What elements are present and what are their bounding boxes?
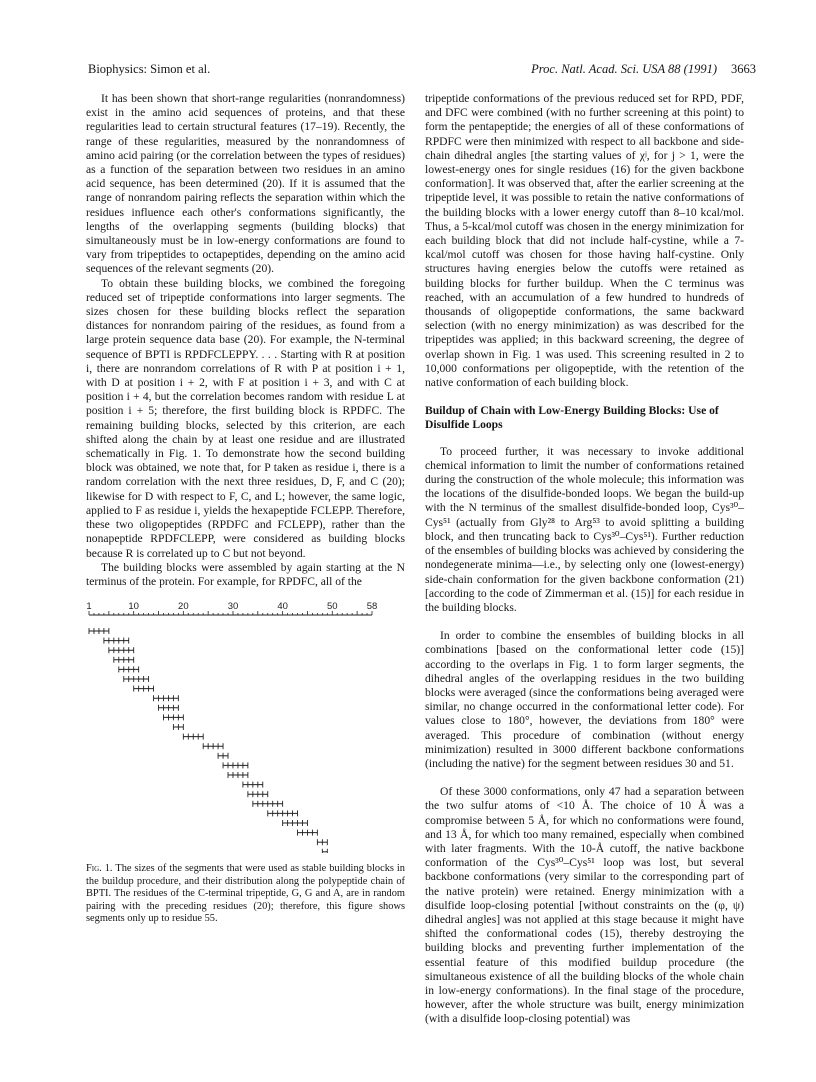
paragraph: To proceed further, it was necessary to invoke additional chemical information to limit the number of conformations retained during the construction of the whole molecule; this information was the locations of the disulfide-bonded loops. We began the build-up with the N terminus of the smallest disulfide-bonded loop, Cys³⁰–Cys⁵¹ (actually from Gly²⁸ to Arg⁵³ to avoid splitting a building block, and then truncating back to Cys³⁰–Cys⁵¹). Further reduction of the ensembles of building blocks was achieved by considering the nondegenerate minima—i.e., by selecting only one (lowest-energy) side-chain conformation for the given backbone conformation (21) [according to the code of Zimmerman et al. (15)] for each residue in the building blocks. — [425, 444, 744, 614]
tick-label: 1 — [86, 601, 92, 613]
figure-1 — [86, 601, 405, 926]
left-column — [86, 92, 405, 926]
tick-label: 40 — [277, 601, 288, 613]
paragraph: tripeptide conformations of the previous reduced set for RPD, PDF, and DFC were combined (with no further screening at this point) to form the pentapeptide; the energies of all of these conformations of RPDFC were then minimized with respect to all backbone and side-chain dihedral angles [the starting values of χʲ, for j > 1, were the lowest-energy ones for single residues (16) for the given backbone conformation]. It was observed that, after the earlier screening at the tripeptide level, it was possible to retain the native conformations of the building blocks with a lower energy cutoff than 8–10 kcal/mol. Thus, a 5-kcal/mol cutoff was chosen in the energy minimization for each building block that did not include half-cystine, while a 7-kcal/mol cutoff was chosen for those having half-cystine. Only structures having energies below the cutoffs were retained as building blocks for further buildup. When the C terminus was reached, with an accumulation of a few hundred to hundreds of thousands of oligopeptide conformations, the same backward selection (with no energy minimization) as was described for the tripeptides was applied; in this backward screening, the degree of overlap shown in Fig. 1 was used. This screening resulted in 2 to 10,000 conformations per oligopeptide, with the retention of the native conformation of each building block. — [425, 92, 744, 390]
running-head-journal-block — [531, 62, 756, 77]
caption-text: The sizes of the segments that were used as stable building blocks in the buildup procedure, and their distribution along the polypeptide chain of BPTI. The residues of the C-terminal tripeptide, G, G and A, are in random pairing with the preceding residues (20); therefore, this figure shows segments only up to residue 55. — [86, 863, 405, 925]
right-column — [425, 92, 744, 1027]
paragraph: It has been shown that short-range regularities (nonrandomness) exist in the amino acid sequences of proteins, and that these regularities lead to certain structural features (17–19). Recently, the range of these regularities, measured by the nonrandomness of amino acid pairing (or the correlation between the types of residues) as a function of the separation between two residues in an amino acid sequence, has been determined (20). If it is assumed that the range of nonrandom pairing reflects the separation within which the residues influence each other's conformations significantly, the lengths of the overlapping segments (building blocks) that simultaneously must be in low-energy conformations are found to vary from tripeptides to octapeptides, depending on the amino acid sequences of the relevant segments (20). — [86, 92, 405, 276]
tick-label: 20 — [178, 601, 189, 613]
tick-label: 10 — [128, 601, 139, 613]
paragraph: In order to combine the ensembles of building blocks in all combinations [based on the conformational letter code (15)] according to the overlaps in Fig. 1 to form larger segments, the dihedral angles of the overlapping residues in the two building blocks were averaged (since the conformations being averaged were similar, no change occurred in the conformational letter code). For values close to 180°, however, the deviations from 180° were averaged. This procedure of combination (without energy minimization) resulted in 3000 different backbone conformations (including the native) for the segment between residues 30 and 51. — [425, 629, 744, 770]
building-block-chart — [86, 601, 405, 853]
tick-label: 58 — [366, 601, 378, 613]
journal-citation: Proc. Natl. Acad. Sci. USA 88 (1991) — [531, 62, 717, 76]
paragraph: To obtain these building blocks, we combined the foregoing reduced set of tripeptide conformations into larger segments. The sizes chosen for these building blocks reflect the separation distances for nonrandom pairing of the residues, as found from a large protein sequence data base (20). For example, the N-terminal sequence of BPTI is RPDFCLEPPY. . . . Starting with R at position i, there are nonrandom correlations of R with P at position i + 1, with D at position i + 2, with F at position i + 3, and with C at position i + 4, but the correlation becomes random with residue L at position i + 5; therefore, the first building block is RPDFC. The remaining building blocks, selected by this criterion, are each shifted along the chain by at least one residue and are illustrated schematically in Fig. 1. To demonstrate how the second building block was obtained, we note that, for P taken as residue i, there is a random correlation with the next three residues, D, F, and C (20); likewise for D with respect to F, C, and L; however, the same logic, applied to F as residue i, yields the hexapeptide FCLEPP. Therefore, these two oligopeptides (RPDFC and FCLEPP), rather than the nonapeptide RPDFCLEPP, were considered as building blocks because R is correlated up to C but not beyond. — [86, 276, 405, 560]
tick-label: 30 — [227, 601, 239, 613]
paragraph: Of these 3000 conformations, only 47 had a separation between the two sulfur atoms of <10 Å. The choice of 10 Å was a compromise between 5 Å, for which no conformations were found, and 13 Å, for which too many remained, especially when combined with later fragments. With the 10-Å cutoff, the native backbone conformation of the Cys³⁰–Cys⁵¹ loop was lost, but several backbone conformations (very similar to the corresponding part of the native protein) were retained. Energy minimization with a disulfide loop-closing potential [without constraints on the (φ, ψ) dihedral angles] was not applied at this stage because it might have shifted the conformational codes (15), thereby destroying the building blocks and preventing further implementation of the essential feature of this modified buildup procedure (the simultaneous existence of all the building blocks of the whole chain in low-energy conformations). In the final stage of the procedure, however, after the whole structure was built, energy minimization (with a disulfide loop-closing potential) was — [425, 785, 744, 1026]
paragraph: The building blocks were assembled by again starting at the N terminus of the protein. For example, for RPDFC, all of the — [86, 560, 405, 588]
running-head — [88, 62, 756, 82]
section-heading: Buildup of Chain with Low-Energy Building Blocks: Use of Disulfide Loops — [425, 404, 719, 432]
figure-label: Fig. 1. — [86, 863, 113, 875]
page-number: 3663 — [731, 62, 756, 76]
running-head-authors: Biophysics: Simon et al. — [88, 62, 211, 76]
figure-caption — [86, 863, 405, 926]
tick-label: 50 — [326, 601, 338, 613]
